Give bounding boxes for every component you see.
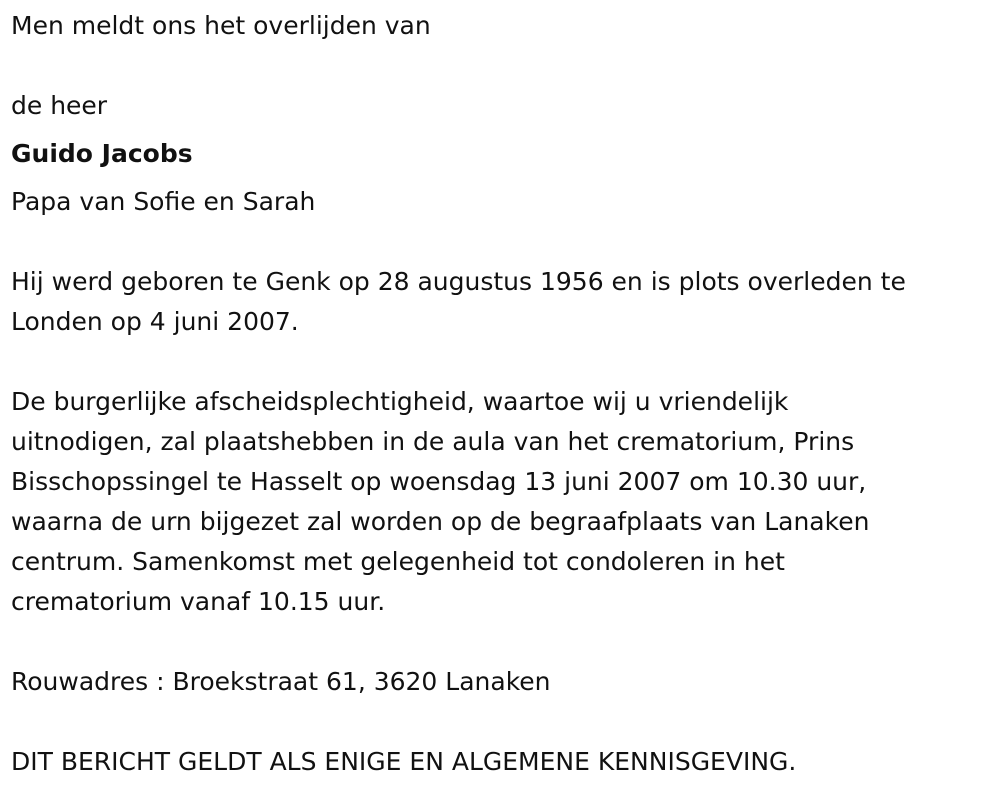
ceremony-line: Bisschopssingel te Hasselt op woensdag 13 juni 2007 om 10.30 uur,: [11, 467, 867, 496]
ceremony-line: uitnodigen, zal plaatshebben in de aula van het crematorium, Prins: [11, 427, 855, 456]
ceremony-line: crematorium vanaf 10.15 uur.: [11, 587, 386, 616]
birth-death-line: Hij werd geboren te Genk op 28 augustus 1956 en is plots overleden te: [11, 267, 906, 296]
closing-statement: DIT BERICHT GELDT ALS ENIGE EN ALGEMENE KENNISGEVING.: [11, 747, 797, 776]
ceremony-paragraph: [11, 382, 986, 622]
birth-death-paragraph: [11, 262, 986, 342]
ceremony-line: De burgerlijke afscheidsplechtigheid, waartoe wij u vriendelijk: [11, 387, 789, 416]
intro-text: Men meldt ons het overlijden van: [11, 11, 431, 40]
mourning-address: Rouwadres : Broekstraat 61, 3620 Lanaken: [11, 667, 551, 696]
deceased-name: Guido Jacobs: [11, 139, 193, 168]
ceremony-line: waarna de urn bijgezet zal worden op de begraafplaats van Lanaken: [11, 507, 870, 536]
ceremony-line: centrum. Samenkomst met gelegenheid tot condoleren in het: [11, 547, 785, 576]
birth-death-line: Londen op 4 juni 2007.: [11, 307, 299, 336]
children-line: Papa van Sofie en Sarah: [11, 187, 316, 216]
honorific-title: de heer: [11, 91, 108, 120]
